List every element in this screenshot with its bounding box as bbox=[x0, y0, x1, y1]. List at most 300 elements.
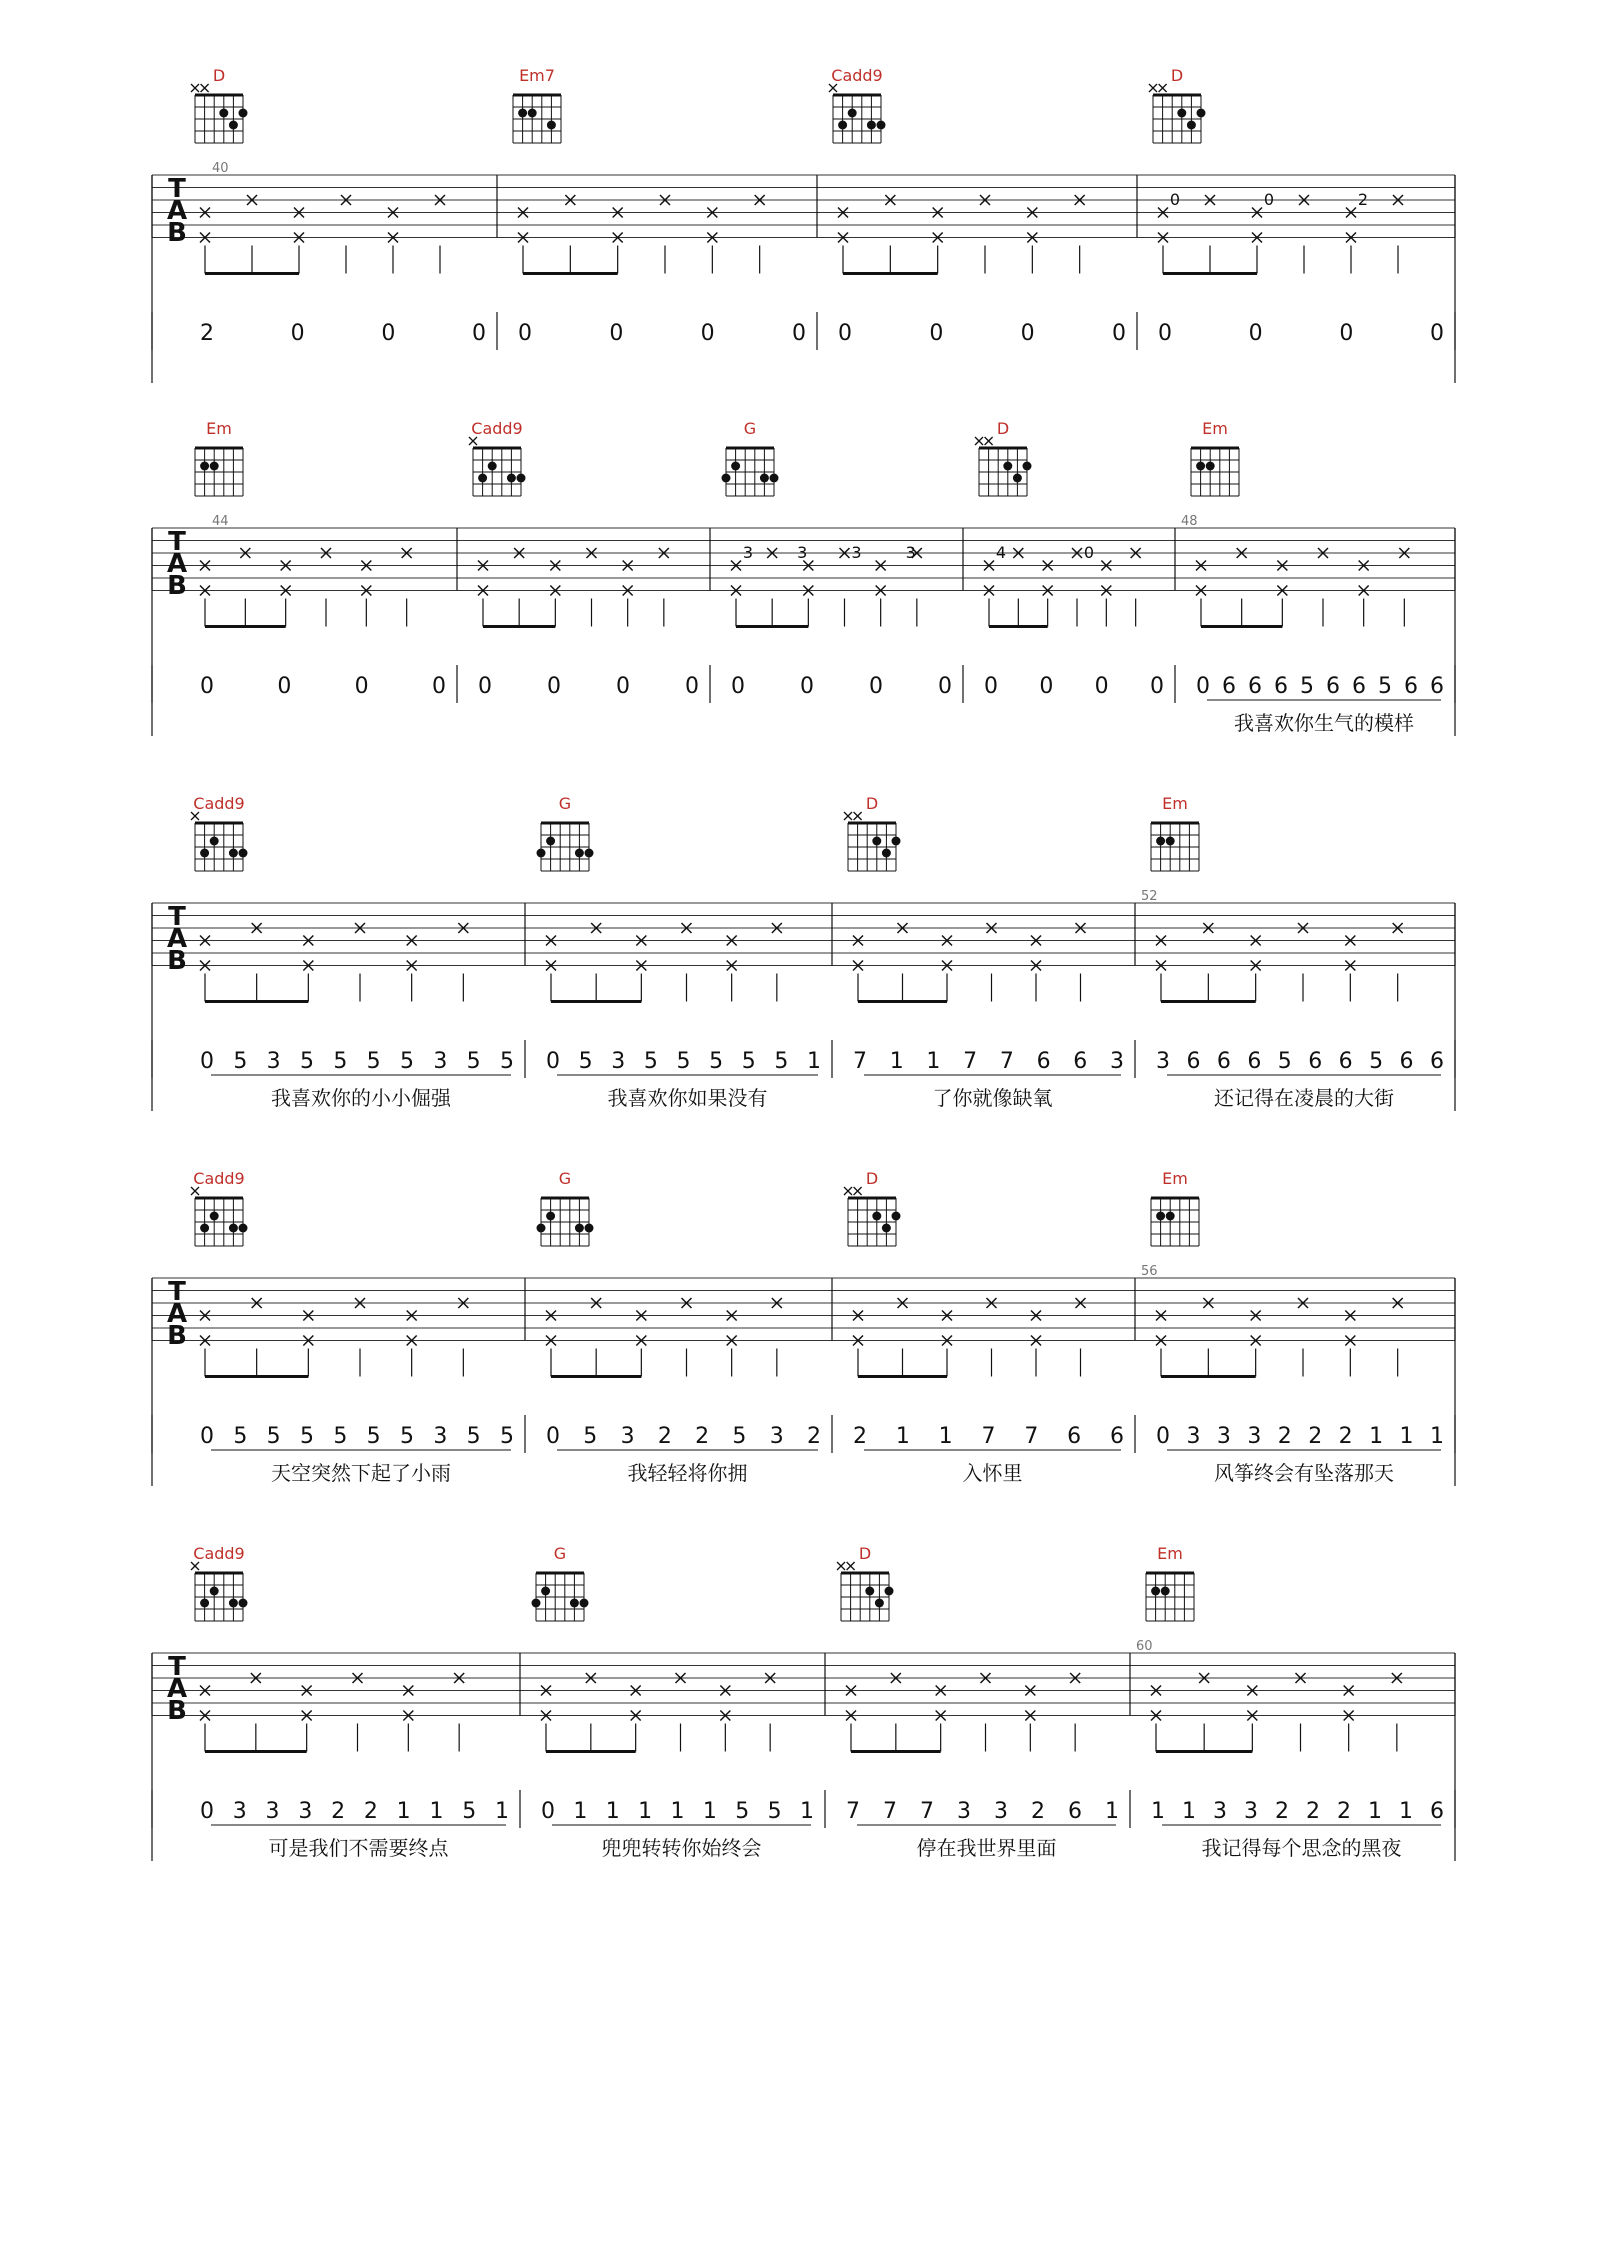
jianpu-note: 3 bbox=[265, 1799, 280, 1824]
jianpu-note: 7 bbox=[920, 1799, 934, 1824]
lyric-line: 我喜欢你的小小倔强 bbox=[271, 1086, 451, 1110]
jianpu-note: 5 bbox=[1300, 674, 1314, 699]
jianpu-note: 1 bbox=[889, 1049, 904, 1074]
jianpu-note: 0 bbox=[290, 321, 305, 346]
jianpu-note: 6 bbox=[1222, 674, 1236, 699]
chord-name: D bbox=[865, 794, 879, 813]
tab-fret-number: 2 bbox=[1357, 190, 1369, 209]
jianpu-note: 5 bbox=[233, 1049, 248, 1074]
finger-dot bbox=[488, 462, 497, 471]
chord-name: Em bbox=[1162, 1169, 1188, 1188]
tab-clef bbox=[167, 902, 187, 976]
jianpu-note: 1 bbox=[573, 1799, 588, 1824]
finger-dot bbox=[239, 109, 248, 118]
jianpu-note: 0 bbox=[869, 674, 883, 699]
finger-dot bbox=[239, 1224, 248, 1233]
tab-clef-letter: B bbox=[167, 571, 187, 601]
tab-clef-letter: T bbox=[168, 902, 186, 932]
jianpu-note: 5 bbox=[462, 1799, 477, 1824]
mute-mark bbox=[854, 812, 862, 820]
measure-number: 48 bbox=[1181, 514, 1198, 529]
jianpu-note: 5 bbox=[767, 1799, 782, 1824]
finger-dot bbox=[518, 109, 527, 118]
chord-diagram-grid bbox=[829, 84, 886, 143]
chord-diagram-grid bbox=[191, 1562, 248, 1621]
tab-row bbox=[152, 1169, 1455, 1486]
jianpu-note: 5 bbox=[366, 1424, 381, 1449]
jianpu-note: 2 bbox=[1308, 1424, 1323, 1449]
tab-clef bbox=[167, 174, 187, 248]
measure bbox=[837, 1544, 1119, 1860]
finger-dot bbox=[1023, 462, 1032, 471]
measure bbox=[829, 66, 1126, 346]
chord-name: Cadd9 bbox=[193, 794, 245, 813]
measure-number: 52 bbox=[1141, 889, 1158, 904]
measure bbox=[537, 1169, 822, 1485]
jianpu-note: 0 bbox=[1156, 1424, 1170, 1449]
jianpu-note: 6 bbox=[1068, 1799, 1082, 1824]
jianpu-note: 7 bbox=[846, 1799, 860, 1824]
lyric-line: 入怀里 bbox=[962, 1461, 1023, 1485]
measure bbox=[1149, 66, 1444, 346]
jianpu-note: 5 bbox=[1277, 1049, 1292, 1074]
finger-dot bbox=[537, 849, 546, 858]
finger-dot bbox=[210, 1587, 219, 1596]
finger-dot bbox=[1187, 121, 1196, 130]
jianpu-note: 5 bbox=[1378, 674, 1392, 699]
finger-dot bbox=[872, 1212, 881, 1221]
jianpu-note: 0 bbox=[200, 674, 214, 699]
mute-mark bbox=[191, 1187, 199, 1195]
chord-name: D bbox=[996, 419, 1010, 438]
chord-name: D bbox=[865, 1169, 879, 1188]
finger-dot bbox=[882, 849, 891, 858]
tab-fret-number: 0 bbox=[1083, 543, 1095, 562]
jianpu-note: 7 bbox=[883, 1799, 897, 1824]
finger-dot bbox=[585, 849, 594, 858]
finger-dot bbox=[882, 1224, 891, 1233]
chord-diagram-grid bbox=[513, 95, 561, 143]
measure bbox=[191, 794, 514, 1110]
jianpu-note: 0 bbox=[432, 674, 446, 699]
jianpu-note: 6 bbox=[1274, 674, 1288, 699]
jianpu-note: 3 bbox=[611, 1049, 626, 1074]
chord-name: Em7 bbox=[519, 66, 555, 85]
finger-dot bbox=[1196, 462, 1205, 471]
chord-name: Cadd9 bbox=[831, 66, 883, 85]
jianpu-note: 2 bbox=[200, 321, 214, 346]
chord-name: D bbox=[858, 1544, 872, 1563]
jianpu-note: 0 bbox=[609, 321, 624, 346]
jianpu-note: 0 bbox=[546, 1049, 560, 1074]
tab-clef bbox=[167, 1277, 187, 1351]
chord-diagram-grid bbox=[537, 823, 594, 871]
finger-dot bbox=[200, 1224, 209, 1233]
jianpu-note: 5 bbox=[583, 1424, 598, 1449]
chord-name: Em bbox=[1162, 794, 1188, 813]
jianpu-note: 7 bbox=[853, 1049, 867, 1074]
finger-dot bbox=[219, 109, 228, 118]
finger-dot bbox=[1206, 462, 1215, 471]
chord-name: D bbox=[1170, 66, 1184, 85]
jianpu-note: 0 bbox=[518, 321, 532, 346]
lyric-line: 停在我世界里面 bbox=[916, 1836, 1057, 1860]
mute-mark bbox=[844, 812, 852, 820]
jianpu-note: 6 bbox=[1404, 674, 1418, 699]
mute-mark bbox=[829, 84, 837, 92]
measure bbox=[191, 1169, 514, 1485]
jianpu-note: 0 bbox=[200, 1424, 214, 1449]
finger-dot bbox=[1013, 474, 1022, 483]
jianpu-note: 1 bbox=[807, 1049, 821, 1074]
jianpu-note: 5 bbox=[500, 1424, 514, 1449]
tab-clef-letter: T bbox=[168, 527, 186, 557]
jianpu-note: 0 bbox=[547, 674, 561, 699]
finger-dot bbox=[848, 109, 857, 118]
chord-diagram-grid bbox=[1151, 1198, 1199, 1246]
jianpu-note: 5 bbox=[300, 1049, 314, 1074]
jianpu-note: 2 bbox=[1306, 1799, 1320, 1824]
finger-dot bbox=[532, 1599, 541, 1608]
finger-dot bbox=[575, 1224, 584, 1233]
measure-number: 60 bbox=[1136, 1639, 1153, 1654]
tab-row bbox=[152, 794, 1455, 1111]
tab-fret-number: 3 bbox=[797, 543, 808, 562]
jianpu-note: 1 bbox=[1399, 1424, 1414, 1449]
measure bbox=[537, 794, 822, 1110]
jianpu-note: 3 bbox=[232, 1799, 247, 1824]
mute-mark bbox=[844, 1187, 852, 1195]
jianpu-note: 6 bbox=[1036, 1049, 1051, 1074]
tab-row bbox=[152, 66, 1455, 383]
tab-clef-letter: A bbox=[166, 1299, 188, 1329]
finger-dot bbox=[575, 849, 584, 858]
chord-name: Em bbox=[1202, 419, 1228, 438]
jianpu-note: 0 bbox=[1430, 321, 1444, 346]
measure bbox=[844, 794, 1124, 1110]
jianpu-note: 0 bbox=[1248, 321, 1263, 346]
jianpu-note: 5 bbox=[578, 1049, 593, 1074]
measure bbox=[513, 66, 806, 346]
finger-dot bbox=[865, 1587, 874, 1596]
chord-diagram-grid bbox=[195, 448, 243, 496]
tab-clef-letter: T bbox=[168, 174, 186, 204]
chord-name: G bbox=[553, 1544, 567, 1563]
jianpu-note: 3 bbox=[1110, 1049, 1124, 1074]
jianpu-note: 1 bbox=[495, 1799, 509, 1824]
finger-dot bbox=[1197, 109, 1206, 118]
measure bbox=[1141, 794, 1444, 1110]
jianpu-note: 5 bbox=[643, 1049, 658, 1074]
jianpu-note: 5 bbox=[676, 1049, 691, 1074]
jianpu-note: 2 bbox=[695, 1424, 710, 1449]
tab-clef-letter: T bbox=[168, 1652, 186, 1682]
jianpu-note: 2 bbox=[1337, 1799, 1351, 1824]
measure bbox=[195, 419, 446, 699]
jianpu-note: 7 bbox=[999, 1049, 1014, 1074]
chord-diagram-grid bbox=[1149, 84, 1206, 143]
jianpu-note: 1 bbox=[1105, 1799, 1119, 1824]
jianpu-note: 0 bbox=[1196, 674, 1210, 699]
jianpu-note: 3 bbox=[620, 1424, 635, 1449]
jianpu-note: 5 bbox=[741, 1049, 756, 1074]
finger-dot bbox=[1156, 1212, 1165, 1221]
chord-name: D bbox=[212, 66, 226, 85]
jianpu-note: 1 bbox=[1368, 1799, 1382, 1824]
jianpu-note: 6 bbox=[1326, 674, 1340, 699]
finger-dot bbox=[541, 1587, 550, 1596]
jianpu-note: 6 bbox=[1067, 1424, 1082, 1449]
mute-mark bbox=[201, 84, 209, 92]
mute-mark bbox=[191, 1562, 199, 1570]
mute-mark bbox=[854, 1187, 862, 1195]
finger-dot bbox=[1156, 837, 1165, 846]
jianpu-note: 0 bbox=[984, 674, 998, 699]
jianpu-note: 5 bbox=[500, 1049, 514, 1074]
jianpu-note: 6 bbox=[1308, 1049, 1323, 1074]
lyric-line: 我喜欢你如果没有 bbox=[607, 1086, 768, 1110]
finger-dot bbox=[239, 849, 248, 858]
jianpu-note: 3 bbox=[994, 1799, 1008, 1824]
chord-name: Cadd9 bbox=[471, 419, 523, 438]
jianpu-note: 7 bbox=[981, 1424, 996, 1449]
jianpu-note: 5 bbox=[333, 1049, 348, 1074]
measure bbox=[722, 419, 953, 699]
jianpu-note: 2 bbox=[1031, 1799, 1045, 1824]
finger-dot bbox=[892, 837, 901, 846]
chord-diagram-grid bbox=[191, 1187, 248, 1246]
jianpu-note: 1 bbox=[605, 1799, 620, 1824]
jianpu-note: 5 bbox=[400, 1049, 414, 1074]
finger-dot bbox=[210, 462, 219, 471]
chord-diagram-grid bbox=[532, 1573, 589, 1621]
jianpu-note: 1 bbox=[1399, 1799, 1413, 1824]
jianpu-note: 0 bbox=[472, 321, 486, 346]
jianpu-note: 6 bbox=[1430, 674, 1444, 699]
mute-mark bbox=[1149, 84, 1157, 92]
jianpu-note: 5 bbox=[774, 1049, 789, 1074]
measure-number: 44 bbox=[212, 514, 229, 529]
lyric-line: 天空突然下起了小雨 bbox=[271, 1461, 451, 1485]
jianpu-note: 7 bbox=[963, 1049, 978, 1074]
mute-mark bbox=[985, 437, 993, 445]
tab-clef-letter: B bbox=[167, 218, 187, 248]
tab-clef-letter: B bbox=[167, 1696, 187, 1726]
finger-dot bbox=[528, 109, 537, 118]
lyric-line: 还记得在凌晨的大街 bbox=[1214, 1086, 1394, 1110]
finger-dot bbox=[731, 462, 740, 471]
jianpu-note: 3 bbox=[769, 1424, 784, 1449]
jianpu-note: 0 bbox=[1150, 674, 1164, 699]
tab-fret-number: 0 bbox=[1263, 190, 1275, 209]
chord-diagram-grid bbox=[191, 812, 248, 871]
finger-dot bbox=[585, 1224, 594, 1233]
jianpu-note: 6 bbox=[1430, 1049, 1444, 1074]
tab-fret-number: 0 bbox=[1169, 190, 1181, 209]
measure bbox=[975, 419, 1164, 699]
jianpu-note: 2 bbox=[1338, 1424, 1353, 1449]
measure-number: 40 bbox=[212, 161, 229, 176]
tab-clef bbox=[167, 1652, 187, 1726]
mute-mark bbox=[847, 1562, 855, 1570]
chord-diagram-grid bbox=[537, 1198, 594, 1246]
jianpu-note: 0 bbox=[354, 674, 369, 699]
mute-mark bbox=[191, 812, 199, 820]
jianpu-note: 6 bbox=[1430, 1799, 1444, 1824]
finger-dot bbox=[760, 474, 769, 483]
jianpu-note: 3 bbox=[266, 1049, 281, 1074]
chord-diagram-grid bbox=[1191, 448, 1239, 496]
measure bbox=[1136, 1544, 1444, 1860]
jianpu-note: 3 bbox=[1186, 1424, 1201, 1449]
chord-diagram-grid bbox=[191, 84, 248, 143]
jianpu-note: 6 bbox=[1247, 1049, 1262, 1074]
finger-dot bbox=[867, 121, 876, 130]
jianpu-note: 1 bbox=[638, 1799, 653, 1824]
chord-name: G bbox=[743, 419, 757, 438]
chord-diagram-grid bbox=[975, 437, 1032, 496]
finger-dot bbox=[872, 837, 881, 846]
tab-clef-letter: T bbox=[168, 1277, 186, 1307]
jianpu-note: 0 bbox=[800, 674, 814, 699]
mute-mark bbox=[1159, 84, 1167, 92]
jianpu-note: 5 bbox=[709, 1049, 724, 1074]
jianpu-note: 6 bbox=[1248, 674, 1262, 699]
jianpu-note: 6 bbox=[1352, 674, 1366, 699]
finger-dot bbox=[229, 1224, 238, 1233]
chord-diagram-grid bbox=[1146, 1573, 1194, 1621]
finger-dot bbox=[546, 1212, 555, 1221]
lyric-line: 我记得每个思念的黑夜 bbox=[1201, 1836, 1402, 1860]
jianpu-note: 0 bbox=[700, 321, 715, 346]
jianpu-note: 6 bbox=[1110, 1424, 1124, 1449]
lyric-line: 我喜欢你生气的模样 bbox=[1234, 711, 1414, 735]
tab-fret-number: 3 bbox=[742, 543, 754, 562]
chord-name: Cadd9 bbox=[193, 1544, 245, 1563]
jianpu-note: 5 bbox=[233, 1424, 248, 1449]
lyric-line: 风筝终会有坠落那天 bbox=[1214, 1461, 1394, 1485]
jianpu-note: 5 bbox=[466, 1049, 481, 1074]
jianpu-note: 0 bbox=[1020, 321, 1035, 346]
tab-clef-letter: A bbox=[166, 1674, 188, 1704]
tab-clef-letter: A bbox=[166, 196, 188, 226]
jianpu-note: 5 bbox=[400, 1424, 414, 1449]
jianpu-note: 0 bbox=[1112, 321, 1126, 346]
finger-dot bbox=[1003, 462, 1012, 471]
jianpu-note: 0 bbox=[1094, 674, 1109, 699]
measure-number: 56 bbox=[1141, 1264, 1158, 1279]
finger-dot bbox=[547, 121, 556, 130]
jianpu-note: 3 bbox=[1247, 1424, 1262, 1449]
tab-clef bbox=[167, 527, 187, 601]
jianpu-note: 0 bbox=[478, 674, 492, 699]
jianpu-note: 5 bbox=[366, 1049, 381, 1074]
jianpu-note: 3 bbox=[957, 1799, 971, 1824]
finger-dot bbox=[722, 474, 731, 483]
jianpu-note: 0 bbox=[792, 321, 806, 346]
jianpu-note: 0 bbox=[1158, 321, 1172, 346]
jianpu-note: 1 bbox=[702, 1799, 717, 1824]
jianpu-note: 1 bbox=[800, 1799, 814, 1824]
jianpu-note: 2 bbox=[853, 1424, 867, 1449]
jianpu-note: 0 bbox=[381, 321, 396, 346]
finger-dot bbox=[478, 474, 487, 483]
jianpu-note: 1 bbox=[1430, 1424, 1444, 1449]
chord-diagram-grid bbox=[844, 812, 901, 871]
finger-dot bbox=[877, 121, 886, 130]
finger-dot bbox=[1151, 1587, 1160, 1596]
jianpu-note: 0 bbox=[929, 321, 944, 346]
jianpu-note: 5 bbox=[466, 1424, 481, 1449]
jianpu-note: 0 bbox=[277, 674, 292, 699]
jianpu-note: 1 bbox=[1369, 1424, 1384, 1449]
jianpu-note: 6 bbox=[1186, 1049, 1201, 1074]
jianpu-note: 0 bbox=[200, 1799, 214, 1824]
jianpu-note: 0 bbox=[616, 674, 630, 699]
chord-diagram-grid bbox=[722, 448, 779, 496]
jianpu-note: 1 bbox=[1182, 1799, 1196, 1824]
finger-dot bbox=[1161, 1587, 1170, 1596]
finger-dot bbox=[229, 1599, 238, 1608]
finger-dot bbox=[210, 1212, 219, 1221]
jianpu-note: 7 bbox=[1024, 1424, 1039, 1449]
jianpu-note: 1 bbox=[1151, 1799, 1165, 1824]
finger-dot bbox=[229, 849, 238, 858]
jianpu-note: 2 bbox=[331, 1799, 346, 1824]
chord-name: Em bbox=[206, 419, 232, 438]
finger-dot bbox=[546, 837, 555, 846]
tab-clef-letter: A bbox=[166, 924, 188, 954]
tab-fret-number: 4 bbox=[995, 543, 1007, 562]
jianpu-note: 0 bbox=[838, 321, 852, 346]
measure bbox=[532, 1544, 815, 1860]
jianpu-note: 0 bbox=[938, 674, 952, 699]
lyric-line: 了你就像缺氧 bbox=[932, 1086, 1053, 1110]
jianpu-note: 5 bbox=[333, 1424, 348, 1449]
measure bbox=[469, 419, 699, 699]
jianpu-note: 0 bbox=[1039, 674, 1054, 699]
mute-mark bbox=[837, 1562, 845, 1570]
jianpu-note: 1 bbox=[670, 1799, 685, 1824]
tab-clef-letter: B bbox=[167, 946, 187, 976]
finger-dot bbox=[200, 849, 209, 858]
finger-dot bbox=[892, 1212, 901, 1221]
finger-dot bbox=[570, 1599, 579, 1608]
chord-name: G bbox=[558, 794, 572, 813]
finger-dot bbox=[229, 121, 238, 130]
mute-mark bbox=[469, 437, 477, 445]
finger-dot bbox=[875, 1599, 884, 1608]
tab-fret-number: 3 bbox=[851, 543, 862, 562]
jianpu-note: 2 bbox=[807, 1424, 821, 1449]
measure bbox=[1181, 419, 1444, 735]
lyric-line: 我轻轻将你拥 bbox=[627, 1461, 748, 1485]
measure bbox=[844, 1169, 1124, 1485]
chord-diagram-grid bbox=[837, 1562, 894, 1621]
finger-dot bbox=[1166, 1212, 1175, 1221]
tab-clef-letter: A bbox=[166, 549, 188, 579]
finger-dot bbox=[507, 474, 516, 483]
tab-row bbox=[152, 1544, 1455, 1861]
jianpu-note: 3 bbox=[1244, 1799, 1258, 1824]
jianpu-note: 1 bbox=[429, 1799, 444, 1824]
jianpu-note: 6 bbox=[1073, 1049, 1088, 1074]
jianpu-note: 6 bbox=[1338, 1049, 1353, 1074]
finger-dot bbox=[1166, 837, 1175, 846]
jianpu-note: 3 bbox=[1213, 1799, 1227, 1824]
finger-dot bbox=[1177, 109, 1186, 118]
jianpu-note: 0 bbox=[1339, 321, 1354, 346]
